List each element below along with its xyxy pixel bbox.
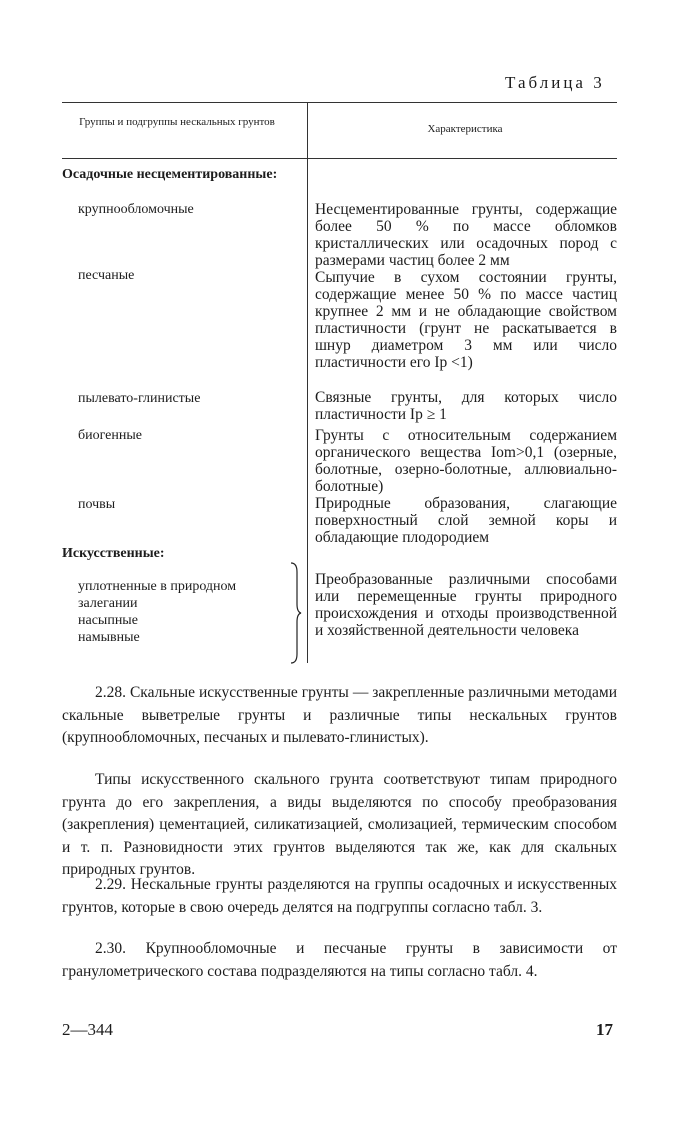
artificial-group-text: Преобразованные различными способами или перемещенные грунты природного происхождения и отходы производственной и хозяйственной деятельности человека xyxy=(315,571,617,639)
subgroup-sandy-text: Сыпучие в сухом состоянии грунты, содержащие менее 50 % по массе частиц крупнее 2 мм и не обладающие свойством пластичности (грунт не раскатывается в шнур диаметром 3 мм или число пластичности его Ip <1) xyxy=(315,269,617,371)
paragraph-2-28-continued xyxy=(62,769,617,882)
table-header-rule xyxy=(62,158,617,159)
paragraph-2-28 xyxy=(62,682,617,750)
artificial-item-bulk: насыпные xyxy=(78,613,138,628)
artificial-item-compacted: уплотненные в природном залегании xyxy=(78,579,237,611)
curly-brace-icon xyxy=(288,562,302,664)
page-number: 17 xyxy=(596,1020,613,1039)
subgroup-biogenic-label: биогенные xyxy=(78,428,142,443)
subgroup-coarse-label: крупнообломочные xyxy=(78,202,194,217)
table-title: Таблица 3 xyxy=(505,73,605,92)
subgroup-sandy-label: песчаные xyxy=(78,268,135,283)
subgroup-soils-text: Природные образования, слагающие поверхностный слой земной коры и обладающие плодородием xyxy=(315,495,617,546)
subgroup-silty-clay-text: Связные грунты, для которых число пластичности Ip ≥ 1 xyxy=(315,389,617,423)
paragraph-2-30 xyxy=(62,938,617,983)
paragraph-number: 2.29. xyxy=(95,876,126,893)
subgroup-soils-label: почвы xyxy=(78,497,116,512)
paragraph-text: Типы искусственного скального грунта соответствуют типам природного грунта до его закрепления, а виды выделяются по способу преобразования (закрепления) цементацией, силикатизацией, смолизацией, термическим способом и т. п. Разновидности этих грунтов выделяются так же, как для скальных природных грунтов. xyxy=(62,771,617,878)
paragraph-text: Крупнообломочные и песчаные грунты в зависимости от гранулометрического состава подразделяются на типы согласно табл. 4. xyxy=(62,940,617,980)
subgroup-silty-clay-label: пылевато-глинистые xyxy=(78,391,201,406)
group-artificial-title: Искусственные: xyxy=(62,546,165,561)
table-header-divider xyxy=(307,102,308,158)
paragraph-number: 2.28. xyxy=(95,684,126,701)
table-top-rule xyxy=(62,102,617,103)
table-column-divider xyxy=(307,158,308,663)
paragraph-text: Скальные искусственные грунты — закрепленные различными методами скальные выветрелые грунты и различные типы нескальных грунтов (крупнообломочных, песчаных и пылевато-глинистых). xyxy=(62,684,617,746)
table-header-characteristic: Характеристика xyxy=(427,123,503,135)
artificial-item-alluvial: намывные xyxy=(78,630,140,645)
group-sedimentary-title: Осадочные несцементированные: xyxy=(62,167,278,182)
subgroup-biogenic-text: Грунты с относительным содержанием органического вещества Iom>0,1 (озерные, болотные, озерно-болотные, аллювиально-болотные) xyxy=(315,427,617,495)
paragraph-number: 2.30. xyxy=(95,940,126,957)
signature-mark: 2—344 xyxy=(62,1020,113,1039)
table-header-groups: Группы и подгруппы нескальных грунтов xyxy=(79,116,275,128)
subgroup-coarse-text: Несцементированные грунты, содержащие более 50 % по массе обломков кристаллических или осадочных пород с размерами частиц более 2 мм xyxy=(315,201,617,269)
paragraph-text: Нескальные грунты разделяются на группы осадочных и искусственных грунтов, которые в свою очередь делятся на подгруппы согласно табл. 3. xyxy=(62,876,618,916)
paragraph-2-29 xyxy=(62,874,617,919)
